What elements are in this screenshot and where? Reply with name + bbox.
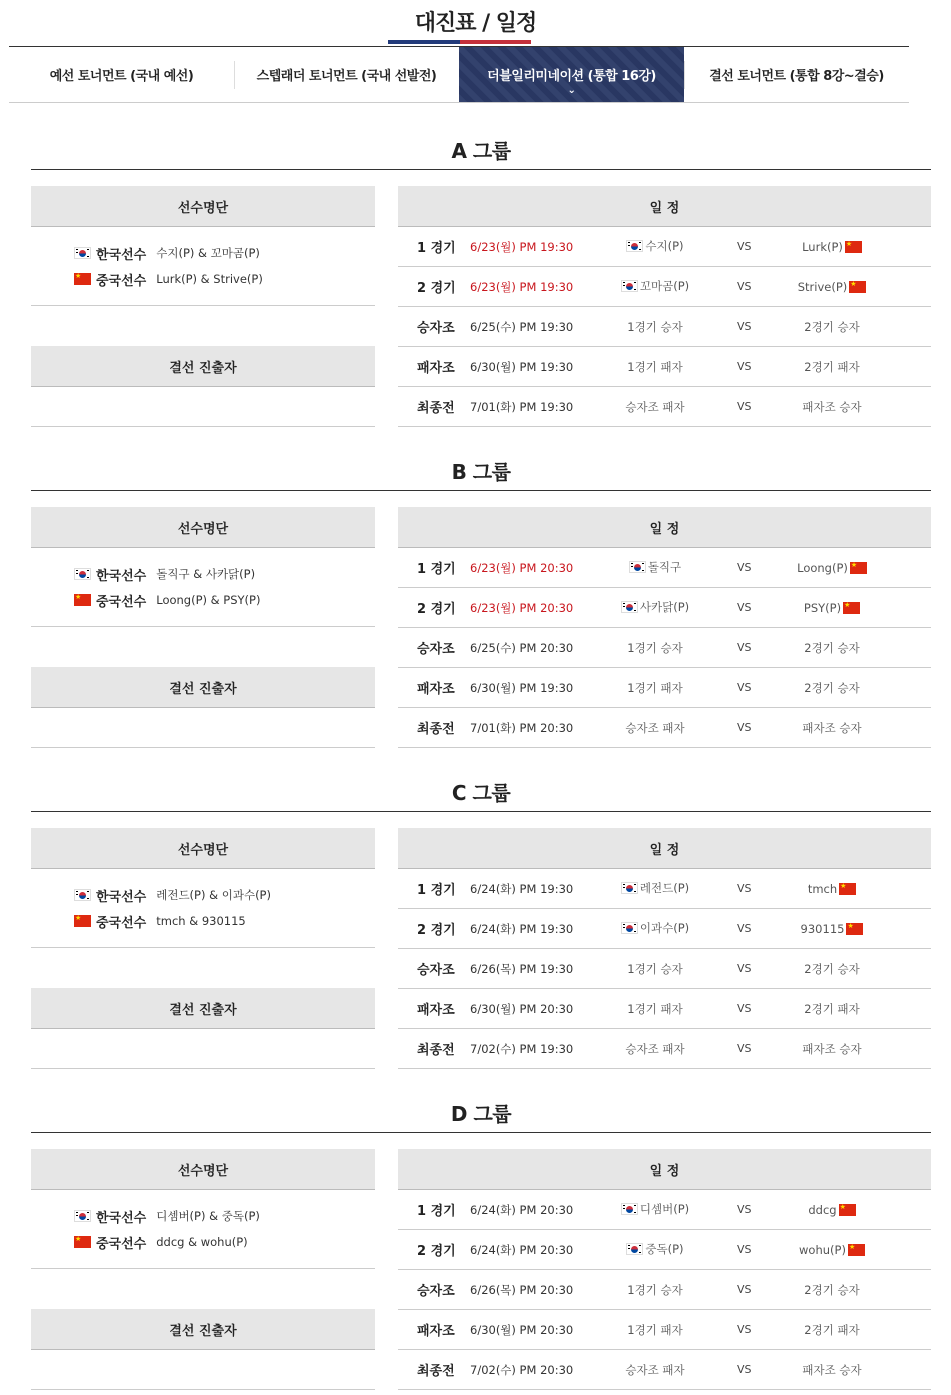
roster-panel [31,828,375,1069]
player-two: 2경기 승자 [804,1282,860,1297]
korea-flag-icon [621,280,638,292]
player-two: 패자조 승자 [802,1041,862,1056]
match-row [398,628,931,668]
china-players: ddcg & wohu(P) [156,1235,248,1249]
china-flag-icon [850,562,867,574]
match-row [398,909,931,949]
divider [31,169,931,170]
player-two: 패자조 승자 [802,399,862,414]
tab-qualifier[interactable]: 예선 토너먼트 (국내 예선) [49,69,194,84]
korea-players: 디셈버(P) & 중독(P) [156,1209,260,1223]
match-label: 최종전 [417,401,455,416]
player-one-cell [588,1201,722,1218]
vs-label: VS [737,1243,752,1256]
china-roster [74,266,375,292]
player-two: 2경기 패자 [804,1001,860,1016]
player-two-cell [766,359,898,375]
group-section [31,454,931,748]
vs-label: VS [737,1002,752,1015]
player-one-cell [588,880,722,897]
player-two-cell [766,882,898,896]
finalist-cell [31,1029,375,1069]
korea-flag-icon [74,568,91,580]
player-two-cell [766,1243,898,1257]
korea-label: 한국선수 [96,568,147,584]
player-one: 1경기 패자 [627,680,683,695]
divider [31,811,931,812]
schedule-panel [398,828,931,1069]
korea-players: 레전드(P) & 이과수(P) [156,888,271,902]
player-one-cell [588,1362,722,1378]
china-roster [74,1229,375,1255]
korea-flag-icon [74,1210,91,1222]
player-two-cell [766,1282,898,1298]
match-label: 최종전 [417,722,455,737]
vs-label: VS [737,561,752,574]
group-section [31,133,931,427]
korea-roster [74,1203,375,1229]
match-date: 6/24(화) PM 19:30 [470,921,574,936]
player-two: 패자조 승자 [802,720,862,735]
vs-label: VS [737,320,752,333]
schedule-panel [398,1149,931,1390]
korea-players: 수지(P) & 꼬마곰(P) [156,246,260,260]
group-section [31,775,931,1069]
match-label: 패자조 [417,361,455,376]
korea-flag-icon [621,601,638,613]
finalist-header: 결선 진출자 [31,667,375,708]
match-row [398,267,931,307]
player-one-cell [588,319,722,335]
tab-double-elimination-label: 더블일리미네이션 (통합 16강) [487,69,656,84]
finalist-header: 결선 진출자 [31,988,375,1029]
china-roster [74,908,375,934]
schedule-header: 일 정 [398,1149,931,1190]
tab-finals[interactable]: 결선 토너먼트 (통합 8강~결승) [684,47,909,102]
vs-label: VS [737,681,752,694]
player-two-cell [766,680,898,696]
finalist-cell [31,708,375,748]
player-one: 1경기 승자 [627,1282,683,1297]
match-date: 6/23(월) PM 19:30 [470,279,574,294]
korea-flag-icon [74,247,91,259]
player-one: 승자조 패자 [625,1041,685,1056]
korea-flag-icon [621,1203,638,1215]
vs-label: VS [737,1283,752,1296]
china-flag-icon [846,923,863,935]
chevron-down-icon: ⌄ [567,85,576,96]
player-two: 2경기 승자 [804,680,860,695]
player-two-cell [766,561,898,575]
china-players: tmch & 930115 [156,914,246,928]
vs-label: VS [737,641,752,654]
match-label: 1 경기 [417,241,456,256]
match-label: 1 경기 [417,562,456,577]
player-one: 1경기 패자 [627,1001,683,1016]
match-label: 패자조 [417,1003,455,1018]
schedule-panel [398,507,931,748]
player-two: 930115 [800,921,845,936]
match-label: 2 경기 [417,602,456,617]
player-one-cell [588,399,722,415]
match-date: 6/30(월) PM 20:30 [470,1322,574,1337]
vs-label: VS [737,1042,752,1055]
china-label: 중국선수 [96,273,147,289]
player-one-cell [588,680,722,696]
group-title: C 그룹 [451,781,511,805]
player-one-cell [588,920,722,937]
player-two: 2경기 승자 [804,961,860,976]
match-label: 최종전 [417,1043,455,1058]
roster-header: 선수명단 [31,828,375,869]
match-date: 7/01(화) PM 19:30 [470,399,574,414]
korea-players: 돌직구 & 사카닭(P) [156,567,256,581]
player-one-cell [588,238,722,255]
korea-flag-icon [621,882,638,894]
match-date: 7/02(수) PM 20:30 [470,1362,574,1377]
player-two: 2경기 패자 [804,359,860,374]
match-row [398,387,931,427]
player-two-cell [766,1203,898,1217]
match-date: 6/24(화) PM 19:30 [470,881,574,896]
china-flag-icon [849,281,866,293]
china-label: 중국선수 [96,1236,147,1252]
player-two-cell [766,720,898,736]
match-date: 6/23(월) PM 20:30 [470,560,574,575]
schedule-header: 일 정 [398,186,931,227]
roster-list [31,227,375,306]
player-one: 1경기 승자 [627,319,683,334]
player-one: 사카닭(P) [639,600,690,614]
title-underline [388,40,531,44]
group-section [31,1096,931,1390]
china-flag-icon [74,1236,91,1248]
player-two-cell [766,961,898,977]
match-label: 승자조 [417,642,455,657]
player-one: 1경기 승자 [627,640,683,655]
vs-label: VS [737,360,752,373]
match-row [398,227,931,267]
player-one-cell [588,720,722,736]
player-two: 2경기 패자 [804,1322,860,1337]
match-row [398,869,931,909]
match-date: 7/01(화) PM 20:30 [470,720,574,735]
player-two: 2경기 승자 [804,319,860,334]
china-players: Lurk(P) & Strive(P) [156,272,263,286]
player-one-cell [588,961,722,977]
player-one-cell [588,640,722,656]
match-label: 패자조 [417,1324,455,1339]
player-one-cell [588,1041,722,1057]
tab-bar [9,47,909,103]
china-flag-icon [839,883,856,895]
group-title: A 그룹 [451,139,511,163]
match-date: 6/23(월) PM 20:30 [470,600,574,615]
player-one-cell [588,1322,722,1338]
schedule-header: 일 정 [398,507,931,548]
match-date: 6/30(월) PM 19:30 [470,359,574,374]
match-row [398,668,931,708]
roster-panel [31,186,375,427]
match-row [398,588,931,628]
china-flag-icon [74,273,91,285]
match-row [398,1310,931,1350]
match-date: 6/30(월) PM 20:30 [470,1001,574,1016]
vs-label: VS [737,280,752,293]
china-flag-icon [843,602,860,614]
match-row [398,548,931,588]
match-date: 6/23(월) PM 19:30 [470,239,574,254]
roster-list [31,548,375,627]
match-label: 2 경기 [417,1244,456,1259]
player-two-cell [766,640,898,656]
match-label: 승자조 [417,963,455,978]
player-two-cell [766,1322,898,1338]
finalist-header: 결선 진출자 [31,346,375,387]
roster-header: 선수명단 [31,1149,375,1190]
match-row [398,949,931,989]
page-title: 대진표 / 일정 [414,11,537,36]
player-two-cell [766,1041,898,1057]
korea-roster [74,882,375,908]
match-label: 승자조 [417,1284,455,1299]
player-two: Loong(P) [797,560,848,575]
player-one-cell [588,1001,722,1017]
match-date: 6/25(수) PM 20:30 [470,640,574,655]
player-one-cell [588,599,722,616]
tab-stepladder[interactable]: 스텝래더 토너먼트 (국내 선발전) [234,47,459,102]
roster-header: 선수명단 [31,186,375,227]
korea-flag-icon [621,922,638,934]
vs-label: VS [737,962,752,975]
china-flag-icon [74,594,91,606]
divider [31,1132,931,1133]
match-label: 1 경기 [417,883,456,898]
china-players: Loong(P) & PSY(P) [156,593,261,607]
china-label: 중국선수 [96,915,147,931]
player-one: 승자조 패자 [625,1362,685,1377]
vs-label: VS [737,1323,752,1336]
korea-label: 한국선수 [96,247,147,263]
vs-label: VS [737,882,752,895]
player-one: 이과수(P) [639,921,690,935]
korea-label: 한국선수 [96,1210,147,1226]
player-two-cell [766,1001,898,1017]
match-label: 패자조 [417,682,455,697]
finalist-cell [31,1350,375,1390]
roster-header: 선수명단 [31,507,375,548]
player-two: ddcg [808,1202,837,1217]
vs-label: VS [737,1203,752,1216]
match-row [398,1029,931,1069]
player-two: 2경기 승자 [804,640,860,655]
finalist-header: 결선 진출자 [31,1309,375,1350]
player-one-cell [588,559,722,576]
schedule-panel [398,186,931,427]
korea-flag-icon [626,1243,643,1255]
vs-label: VS [737,721,752,734]
group-title: D 그룹 [450,1102,512,1126]
china-roster [74,587,375,613]
match-date: 6/24(화) PM 20:30 [470,1242,574,1257]
player-two-cell [766,922,898,936]
korea-label: 한국선수 [96,889,147,905]
china-label: 중국선수 [96,594,147,610]
match-row [398,347,931,387]
china-flag-icon [845,241,862,253]
vs-label: VS [737,240,752,253]
match-label: 2 경기 [417,281,456,296]
player-two: wohu(P) [799,1242,846,1257]
tab-double-elimination[interactable] [459,47,684,102]
player-two: Lurk(P) [802,239,843,254]
china-flag-icon [74,915,91,927]
player-one-cell [588,359,722,375]
match-date: 6/24(화) PM 20:30 [470,1202,574,1217]
player-one: 1경기 패자 [627,1322,683,1337]
roster-panel [31,507,375,748]
match-date: 6/26(목) PM 19:30 [470,961,574,976]
match-label: 최종전 [417,1364,455,1379]
player-one: 중독(P) [645,1242,684,1256]
roster-list [31,1190,375,1269]
korea-roster [74,561,375,587]
player-one: 1경기 승자 [627,961,683,976]
group-title: B 그룹 [451,460,511,484]
vs-label: VS [737,601,752,614]
player-one: 1경기 패자 [627,359,683,374]
china-flag-icon [839,1204,856,1216]
player-one: 레전드(P) [639,881,690,895]
player-one-cell [588,278,722,295]
player-two: Strive(P) [797,279,848,294]
vs-label: VS [737,1363,752,1376]
vs-label: VS [737,922,752,935]
player-two-cell [766,319,898,335]
match-row [398,307,931,347]
roster-list [31,869,375,948]
player-one-cell [588,1241,722,1258]
korea-flag-icon [626,240,643,252]
player-two-cell [766,1362,898,1378]
player-one: 승자조 패자 [625,399,685,414]
player-one-cell [588,1282,722,1298]
korea-flag-icon [629,561,646,573]
player-two-cell [766,280,898,294]
player-one: 수지(P) [645,239,684,253]
roster-panel [31,1149,375,1390]
match-label: 2 경기 [417,923,456,938]
match-date: 6/25(수) PM 19:30 [470,319,574,334]
match-row [398,1230,931,1270]
player-two: tmch [807,881,838,896]
schedule-header: 일 정 [398,828,931,869]
finalist-cell [31,387,375,427]
player-two: 패자조 승자 [802,1362,862,1377]
match-row [398,1190,931,1230]
player-one: 디셈버(P) [639,1202,690,1216]
match-date: 7/02(수) PM 19:30 [470,1041,574,1056]
match-date: 6/26(목) PM 20:30 [470,1282,574,1297]
match-row [398,708,931,748]
vs-label: VS [737,400,752,413]
player-two-cell [766,399,898,415]
player-two-cell [766,601,898,615]
player-two: PSY(P) [803,600,842,615]
china-flag-icon [848,1244,865,1256]
player-one: 꼬마곰(P) [639,279,690,293]
player-two-cell [766,240,898,254]
divider [31,490,931,491]
match-label: 1 경기 [417,1204,456,1219]
korea-flag-icon [74,889,91,901]
player-one: 돌직구 [647,560,682,574]
match-row [398,989,931,1029]
match-row [398,1270,931,1310]
match-label: 승자조 [417,321,455,336]
korea-roster [74,240,375,266]
match-date: 6/30(월) PM 19:30 [470,680,574,695]
match-row [398,1350,931,1390]
player-one: 승자조 패자 [625,720,685,735]
